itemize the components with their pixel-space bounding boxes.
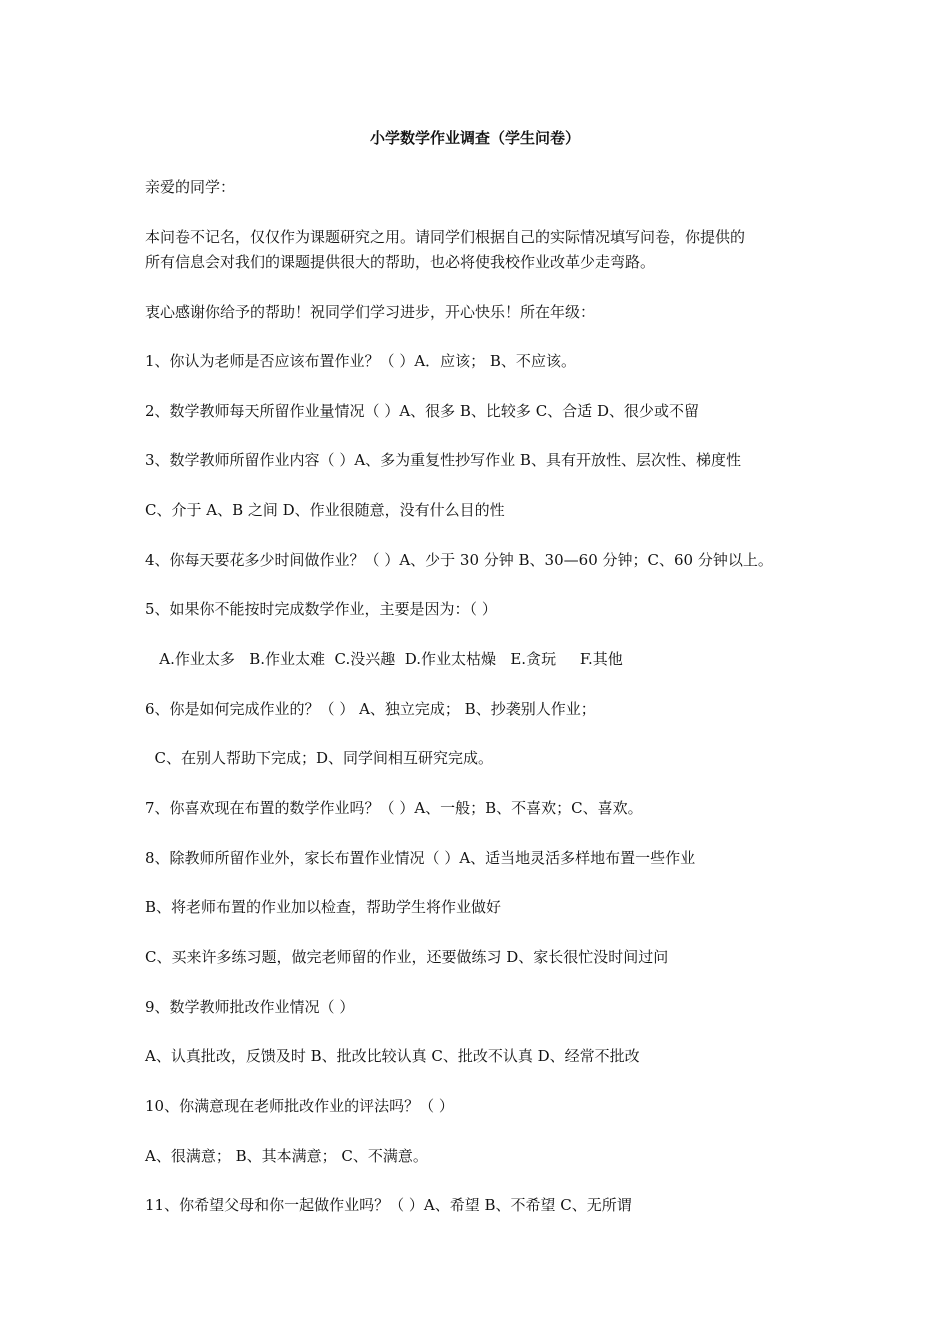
question-2: 2、数学教师每天所留作业量情况（ ）A、很多 B、比较多 C、合适 D、很少或不留 — [145, 402, 699, 420]
question-10-options: A、很满意； B、其本满意； C、不满意。 — [145, 1147, 428, 1165]
thanks-line: 衷心感谢你给予的帮助！祝同学们学习进步，开心快乐！所在年级： — [145, 303, 596, 321]
greeting: 亲爱的同学： — [145, 178, 236, 196]
page-title: 小学数学作业调查（学生问卷） — [369, 129, 580, 147]
question-8: 8、除教师所留作业外，家长布置作业情况（ ）A、适当地灵活多样地布置一些作业 — [145, 849, 696, 867]
question-8-options-cd: C、买来许多练习题，做完老师留的作业，还要做练习 D、家长很忙没时间过问 — [145, 948, 669, 966]
question-7: 7、你喜欢现在布置的数学作业吗？（ ）A、一般；B、不喜欢；C、喜欢。 — [145, 799, 643, 817]
question-8-option-b: B、将老师布置的作业加以检查，帮助学生将作业做好 — [145, 898, 502, 916]
question-9: 9、数学教师批改作业情况（ ） — [145, 998, 355, 1016]
question-3-options: C、介于 A、B 之间 D、作业很随意，没有什么目的性 — [145, 501, 505, 519]
question-11: 11、你希望父母和你一起做作业吗？（ ）A、希望 B、不希望 C、无所谓 — [145, 1196, 632, 1214]
intro-line-1: 本问卷不记名，仅仅作为课题研究之用。请同学们根据自己的实际情况填写问卷，你提供的 — [145, 228, 746, 246]
question-5-options: A.作业太多 B.作业太难 C.没兴趣 D.作业太枯燥 E.贪玩 F.其他 — [145, 650, 623, 668]
question-5: 5、如果你不能按时完成数学作业，主要是因为：（ ） — [145, 600, 497, 618]
intro-line-2: 所有信息会对我们的课题提供很大的帮助，也必将使我校作业改革少走弯路。 — [145, 253, 656, 271]
question-4: 4、你每天要花多少时间做作业？（ ）A、少于 30 分钟 B、30—60 分钟；C、60 分钟以上。 — [145, 551, 773, 569]
question-1: 1、你认为老师是否应该布置作业？（ ）A．应该； B、不应该。 — [145, 352, 576, 370]
question-6: 6、你是如何完成作业的？（ ） A、独立完成； B、抄袭别人作业； — [145, 700, 596, 718]
question-6-options: C、在别人帮助下完成；D、同学间相互研究完成。 — [145, 749, 494, 767]
question-3: 3、数学教师所留作业内容（ ）A、多为重复性抄写作业 B、具有开放性、层次性、梯度性 — [145, 451, 741, 469]
question-9-options: A、认真批改，反馈及时 B、批改比较认真 C、批改不认真 D、经常不批改 — [145, 1047, 640, 1065]
question-10: 10、你满意现在老师批改作业的评法吗？（ ） — [145, 1097, 454, 1115]
